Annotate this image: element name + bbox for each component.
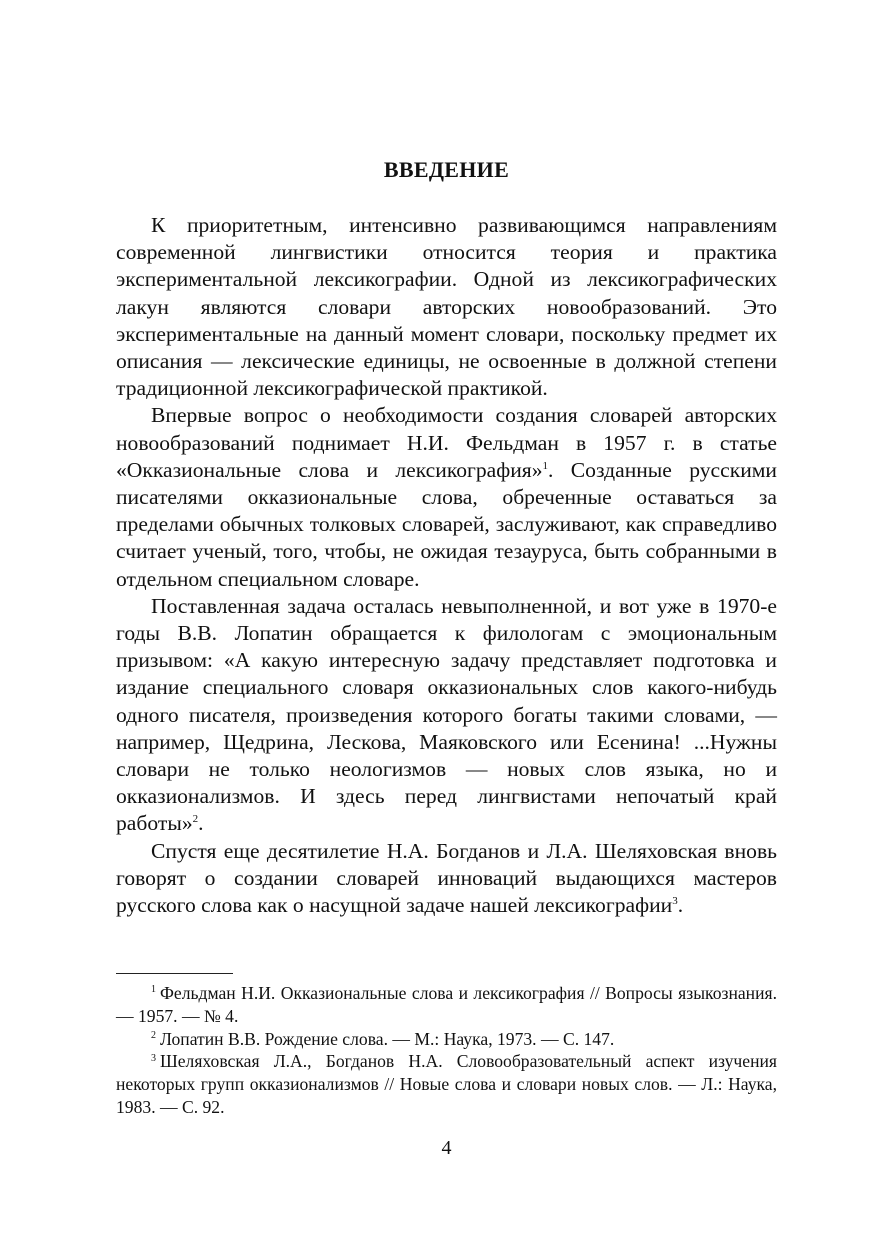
paragraph-text: . Созданные русскими писателями окказиональные слова, обреченные оставаться за пределами обычных толковых словарей, заслуживают, как справедливо считает ученый, того, чтобы, не ожидая тезауруса, быть собранными в отдельном специальном словаре. <box>116 457 777 591</box>
footnote-ref: 3 <box>672 894 678 907</box>
footnote-3 <box>116 1050 777 1118</box>
footnote-1 <box>116 982 777 1028</box>
paragraph-1 <box>116 212 777 402</box>
footnote-number: 2 <box>151 1029 156 1041</box>
footnote-number: 3 <box>151 1052 156 1064</box>
paragraph-text: . <box>198 811 204 836</box>
paragraph-text: К приоритетным, интенсивно развивающимся направлениям современной лингвистики относится теория и практика экспериментальной лексикографии. Одной из лексикографических лакун являются словари авторских новообразований. Это экспериментальные на данный момент словари, поскольку предмет их описания — лексические единицы, не освоенные в должной степени традиционной лексикографической практикой. <box>116 213 777 401</box>
footnote-text: Шеляховская Л.А., Богданов Н.А. Словообразовательный аспект изучения некоторых групп окказионализмов // Новые слова и словари новых слов. — Л.: Наука, 1983. — С. 92. <box>116 1051 777 1117</box>
footnote-text: Лопатин В.В. Рождение слова. — М.: Наука, 1973. — С. 147. <box>160 1028 615 1049</box>
paragraph-text: Спустя еще десятилетие Н.А. Богданов и Л.А. Шеляховская вновь говорят о создании словарей инноваций выдающихся мастеров русского слова как о насущной задаче нашей лексикографии <box>116 838 777 918</box>
page-number: 4 <box>441 1137 452 1159</box>
paragraph-3 <box>116 593 777 838</box>
footnotes <box>116 982 777 1119</box>
footnote-number: 1 <box>151 984 156 996</box>
paragraph-2 <box>116 402 777 592</box>
paragraph-text: Поставленная задача осталась невыполненной, и вот уже в 1970-е годы В.В. Лопатин обращается к филологам с эмоциональным призывом: «А какую интересную задачу представляет подготовка и издание специального словаря окказиональных слов какого-нибудь одного писателя, произведения которого богаты такими словами, — например, Щедрина, Лескова, Маяковского или Есенина! ...Нужны словари не только неологизмов — новых слов языка, но и окказионализмов. И здесь перед лингвистами непочатый край работы» <box>116 593 777 836</box>
footnote-divider <box>116 973 233 974</box>
paragraph-text: . <box>677 893 684 918</box>
paragraph-text: Впервые вопрос о необходимости создания словарей авторских новообразований поднимает Н.И. Фельдман в 1957 г. в статье «Окказиональные слова и лексикография» <box>116 403 777 482</box>
footnote-text: Фельдман Н.И. Окказиональные слова и лексикография // Вопросы языкознания. — 1957. — № 4. <box>116 983 777 1026</box>
page-title: ВВЕДЕНИЕ <box>383 157 510 182</box>
document-page <box>116 0 777 1241</box>
footnote-2 <box>116 1028 777 1051</box>
paragraph-4 <box>116 838 777 920</box>
body-text <box>116 212 777 919</box>
footnote-ref: 1 <box>542 459 549 472</box>
footnote-ref: 2 <box>192 813 199 826</box>
